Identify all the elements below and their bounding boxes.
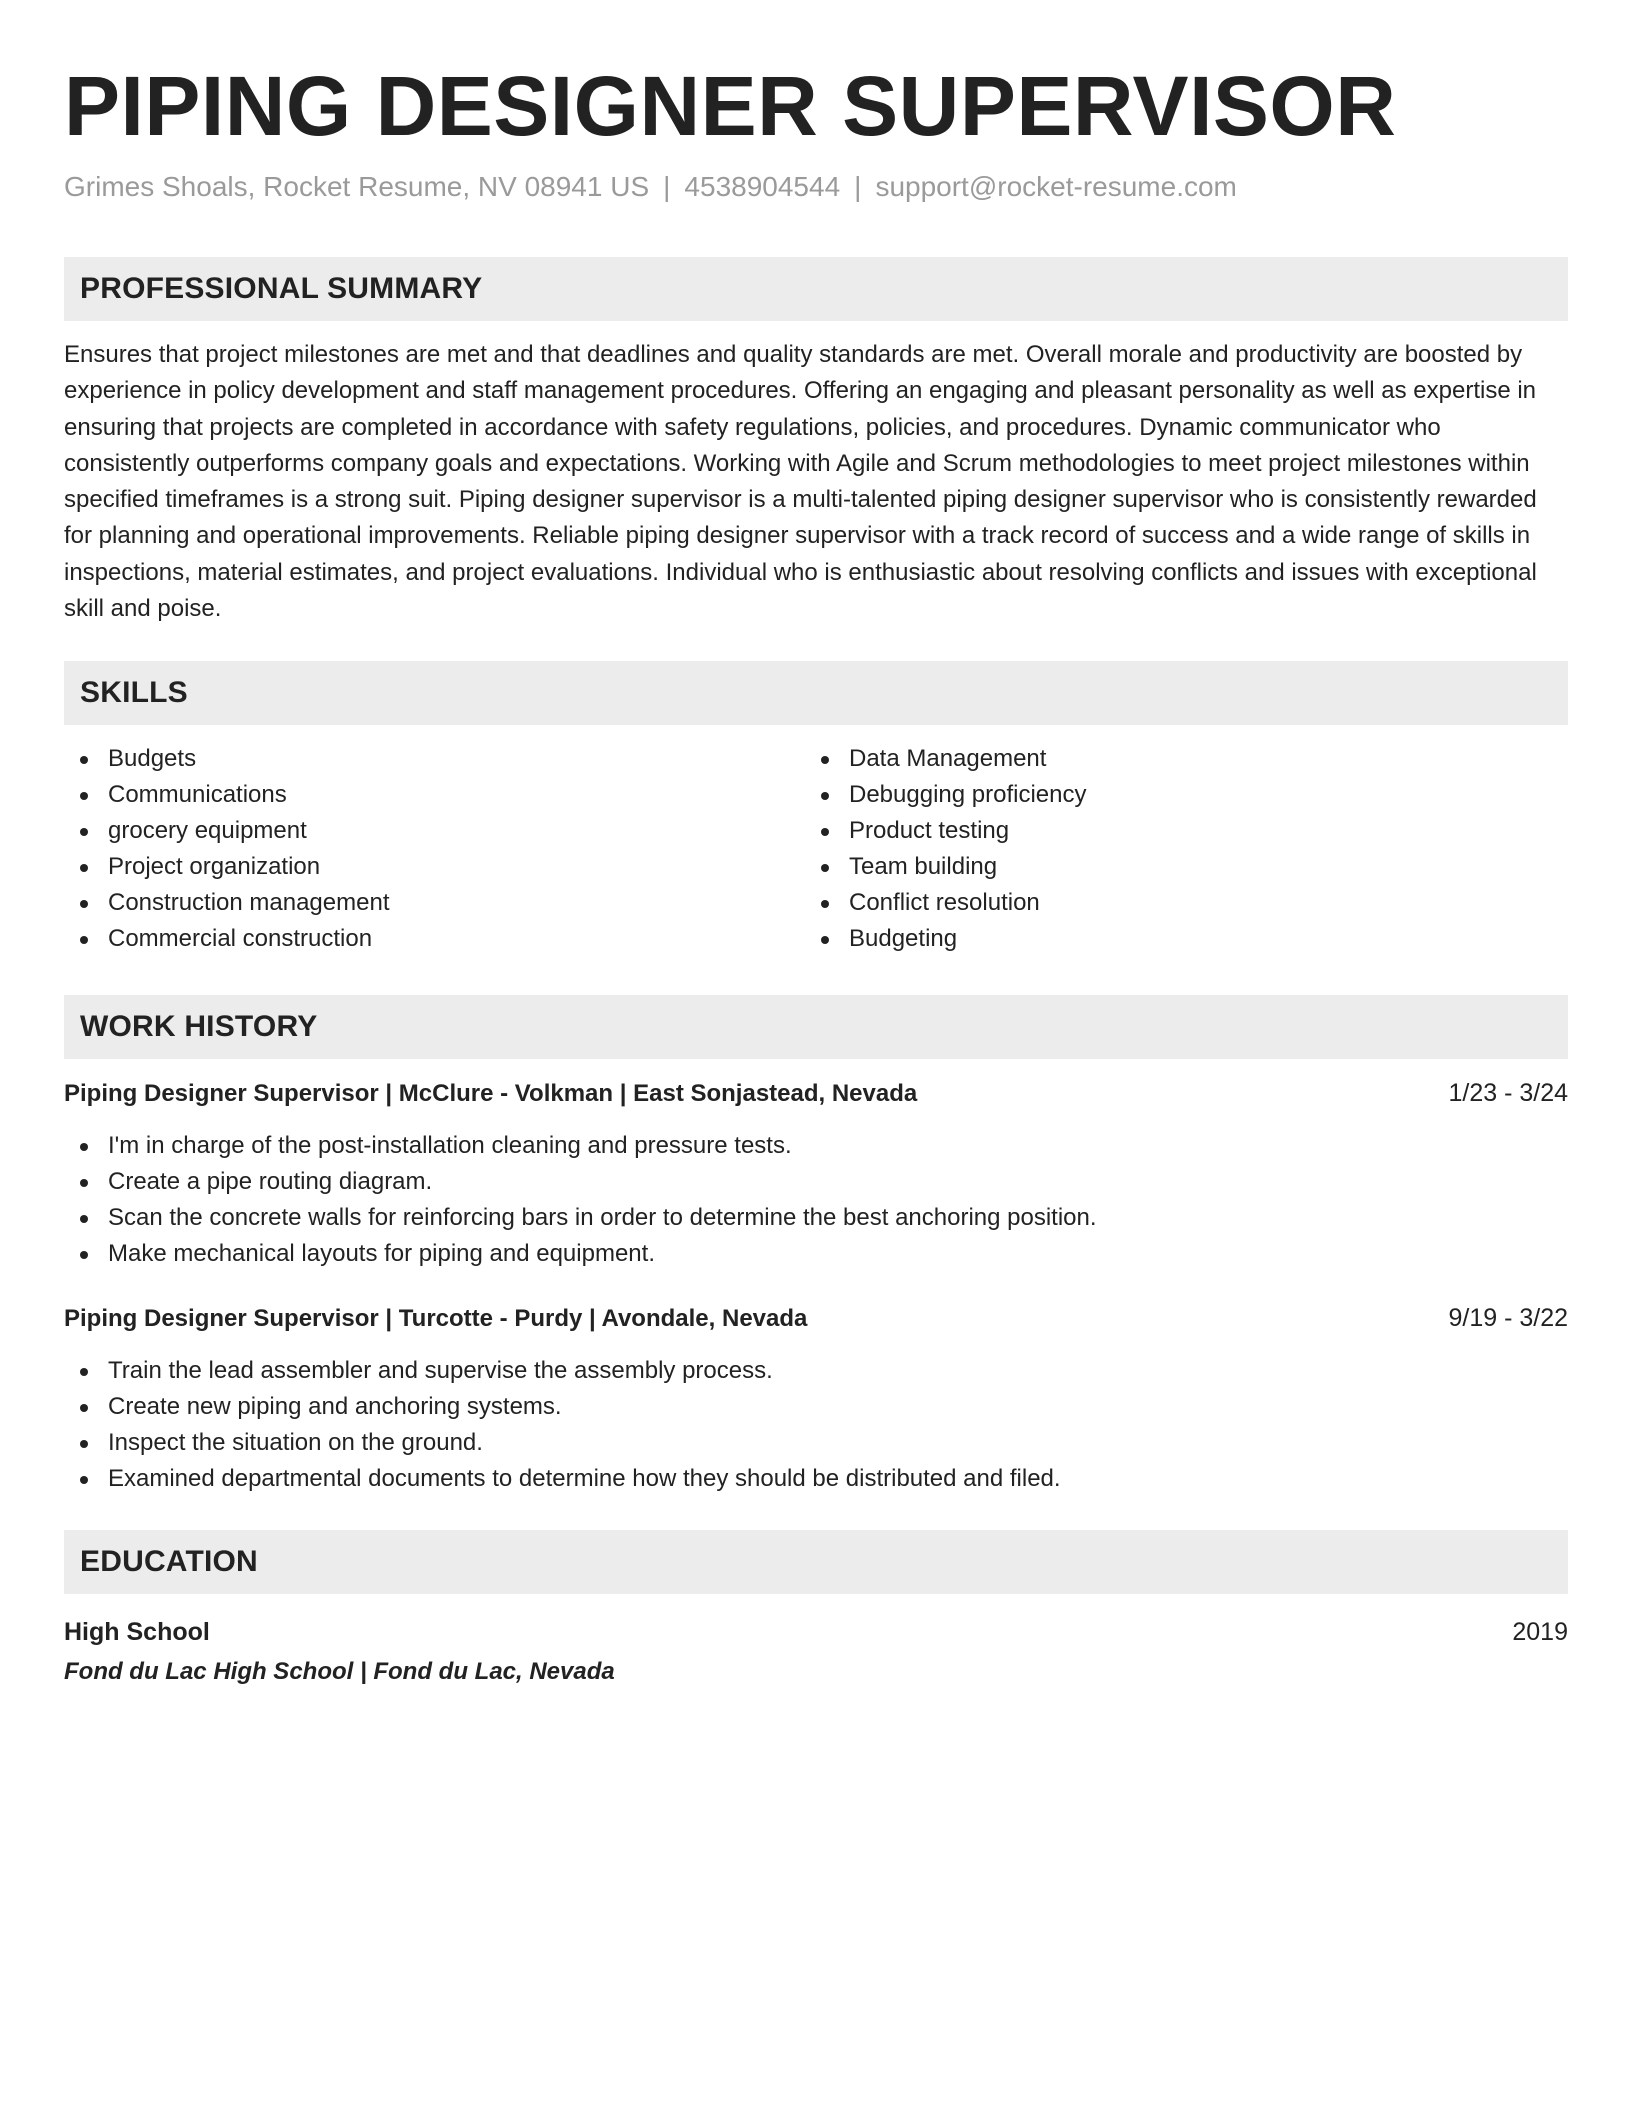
skill-item: Construction management	[64, 885, 805, 921]
job-title: Piping Designer Supervisor | McClure - Volkman | East Sonjastead, Nevada	[64, 1080, 918, 1108]
skill-item: Communications	[64, 777, 805, 813]
skills-list-left	[64, 741, 805, 957]
skill-item: grocery equipment	[64, 813, 805, 849]
skill-item: Budgeting	[805, 921, 1546, 957]
skill-item: Project organization	[64, 849, 805, 885]
skill-item: Budgets	[64, 741, 805, 777]
summary-section-header	[64, 257, 1568, 321]
job-header	[64, 1075, 1568, 1112]
education-heading: EDUCATION	[80, 1545, 258, 1579]
skill-item: Commercial construction	[64, 921, 805, 957]
summary-text: Ensures that project milestones are met and that deadlines and quality standards are met. Overall morale and productivity are boosted by experience in policy development and staff management procedures. Offering an engaging and pleasant personality as well as expertise in ensuring that projects are completed in accordance with safety regulations, policies, and procedures. Dynamic communicator who consistently outperforms company goals and expectations. Working with Agile and Scrum methodologies to meet project milestones within specified timeframes is a strong suit. Piping designer supervisor is a multi-talented piping designer supervisor who is consistently rewarded for planning and operational improvements. Reliable piping designer supervisor with a track record of success and a wide range of skills in inspections, material estimates, and project evaluations. Individual who is enthusiastic about resolving conflicts and issues with exceptional skill and poise.	[64, 341, 1537, 623]
skill-item: Team building	[805, 849, 1546, 885]
job-header	[64, 1300, 1568, 1337]
skill-item: Product testing	[805, 813, 1546, 849]
contact-line	[64, 170, 1568, 204]
job-bullet: Scan the concrete walls for reinforcing bars in order to determine the best anchoring position.	[64, 1200, 1568, 1236]
job-dates: 1/23 - 3/24	[1448, 1079, 1568, 1108]
contact-phone: 4538904544	[684, 171, 841, 202]
summary-heading: PROFESSIONAL SUMMARY	[80, 272, 483, 305]
job-bullet: Create new piping and anchoring systems.	[64, 1389, 1568, 1425]
contact-separator: |	[854, 171, 862, 202]
skill-item: Conflict resolution	[805, 885, 1546, 921]
skill-item: Debugging proficiency	[805, 777, 1546, 813]
contact-address: Grimes Shoals, Rocket Resume, NV 08941 US	[64, 171, 650, 202]
work-history-section-header	[64, 995, 1568, 1059]
skills-heading: SKILLS	[80, 676, 188, 710]
contact-email: support@rocket-resume.com	[875, 171, 1237, 202]
job-bullet: I'm in charge of the post-installation cleaning and pressure tests.	[64, 1128, 1568, 1164]
education-school: Fond du Lac High School | Fond du Lac, Nevada	[64, 1658, 615, 1686]
job-bullet: Train the lead assembler and supervise the assembly process.	[64, 1353, 1568, 1389]
skills-list-right	[805, 741, 1546, 957]
skill-item: Data Management	[805, 741, 1546, 777]
job-bullets	[64, 1353, 1568, 1497]
education-year: 2019	[1512, 1618, 1568, 1647]
job-bullet: Inspect the situation on the ground.	[64, 1425, 1568, 1461]
skills-section-header	[64, 661, 1568, 725]
job-dates: 9/19 - 3/22	[1448, 1304, 1568, 1333]
education-degree: High School	[64, 1618, 210, 1647]
work-history-heading: WORK HISTORY	[80, 1010, 318, 1044]
job-bullets	[64, 1128, 1568, 1272]
job-title: Piping Designer Supervisor | Turcotte - Purdy | Avondale, Nevada	[64, 1305, 808, 1333]
job-entry	[64, 1075, 1568, 1272]
contact-separator: |	[663, 171, 671, 202]
resume-name: PIPING DESIGNER SUPERVISOR	[64, 59, 1397, 153]
education-header	[64, 1614, 1568, 1650]
education-section-header	[64, 1530, 1568, 1594]
job-bullet: Create a pipe routing diagram.	[64, 1164, 1568, 1200]
skills-grid	[64, 741, 1568, 957]
job-entry	[64, 1300, 1568, 1497]
job-bullet: Make mechanical layouts for piping and equipment.	[64, 1236, 1568, 1272]
job-bullet: Examined departmental documents to determine how they should be distributed and filed.	[64, 1461, 1568, 1497]
